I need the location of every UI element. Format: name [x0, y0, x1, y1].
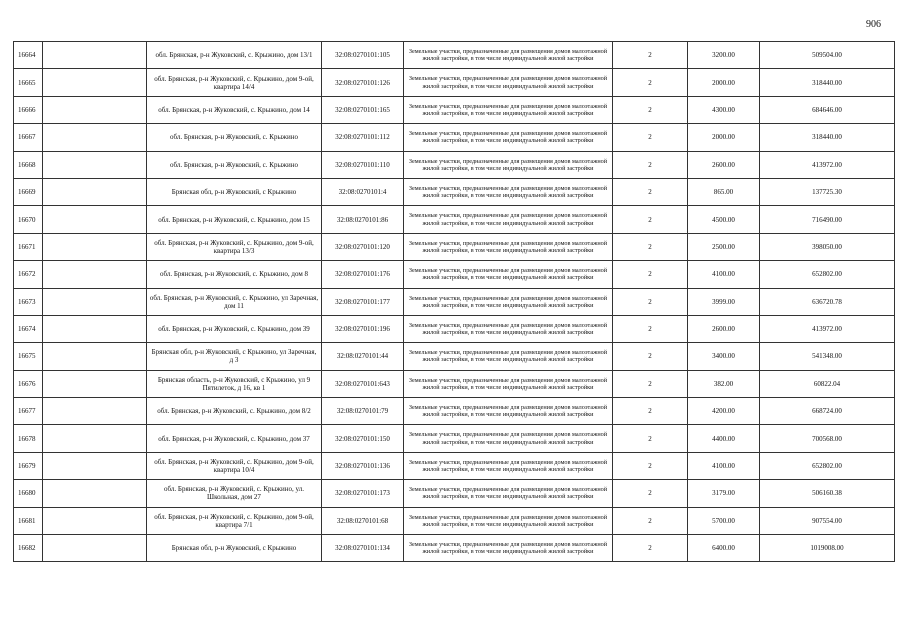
cell-cadastral-number: 32:08:0270101:136 [322, 452, 404, 479]
cell-empty [43, 425, 147, 452]
cell-cadastral-number: 32:08:0270101:105 [322, 42, 404, 69]
cell-cadastral-number: 32:08:0270101:165 [322, 96, 404, 123]
cell-record-number: 16681 [14, 507, 43, 534]
cell-record-number: 16677 [14, 398, 43, 425]
cell-land-use: Земельные участки, предназначенные для размещения домов малоэтажной жилой застройки, в том числе индивидуальной жилой застройки [404, 69, 613, 96]
table-row [14, 452, 895, 479]
cell-cadastral-number: 32:08:0270101:112 [322, 124, 404, 151]
cell-empty [43, 178, 147, 205]
cell-cadastral-number: 32:08:0270101:126 [322, 69, 404, 96]
cell-area: 4400.00 [688, 425, 760, 452]
cell-land-use: Земельные участки, предназначенные для размещения домов малоэтажной жилой застройки, в том числе индивидуальной жилой застройки [404, 315, 613, 342]
cell-land-use: Земельные участки, предназначенные для размещения домов малоэтажной жилой застройки, в том числе индивидуальной жилой застройки [404, 206, 613, 233]
cell-land-use: Земельные участки, предназначенные для размещения домов малоэтажной жилой застройки, в том числе индивидуальной жилой застройки [404, 343, 613, 370]
cell-group: 2 [613, 452, 688, 479]
cell-cadastral-number: 32:08:0270101:86 [322, 206, 404, 233]
cell-address: обл. Брянская, р-н Жуковский, с. Крыжино, дом 37 [147, 425, 322, 452]
cell-land-use: Земельные участки, предназначенные для размещения домов малоэтажной жилой застройки, в том числе индивидуальной жилой застройки [404, 96, 613, 123]
cell-empty [43, 480, 147, 507]
cell-address: обл. Брянская, р-н Жуковский, с. Крыжино [147, 151, 322, 178]
table-row [14, 96, 895, 123]
cell-empty [43, 96, 147, 123]
cell-record-number: 16676 [14, 370, 43, 397]
cell-address: Брянская область, р-н Жуковский, с Крыжино, ул 9 Пятилеток, д 16, кв 1 [147, 370, 322, 397]
table-row [14, 370, 895, 397]
cell-record-number: 16679 [14, 452, 43, 479]
cell-empty [43, 507, 147, 534]
cell-land-use: Земельные участки, предназначенные для размещения домов малоэтажной жилой застройки, в том числе индивидуальной жилой застройки [404, 398, 613, 425]
table-row [14, 315, 895, 342]
cell-address: обл. Брянская, р-н Жуковский, с. Крыжино, дом 9-ой, квартира 14/4 [147, 69, 322, 96]
cell-cadastral-value: 413972.00 [760, 315, 895, 342]
cell-cadastral-value: 318440.00 [760, 69, 895, 96]
cell-record-number: 16675 [14, 343, 43, 370]
cell-cadastral-value: 1019008.00 [760, 535, 895, 562]
cell-record-number: 16672 [14, 261, 43, 288]
cell-cadastral-number: 32:08:0270101:79 [322, 398, 404, 425]
cell-group: 2 [613, 151, 688, 178]
cell-group: 2 [613, 507, 688, 534]
cell-group: 2 [613, 206, 688, 233]
cell-record-number: 16666 [14, 96, 43, 123]
cell-area: 2000.00 [688, 69, 760, 96]
table-row [14, 233, 895, 260]
cell-cadastral-value: 541348.00 [760, 343, 895, 370]
cell-area: 382.00 [688, 370, 760, 397]
cell-record-number: 16669 [14, 178, 43, 205]
cell-land-use: Земельные участки, предназначенные для размещения домов малоэтажной жилой застройки, в том числе индивидуальной жилой застройки [404, 151, 613, 178]
cell-area: 4200.00 [688, 398, 760, 425]
cell-empty [43, 535, 147, 562]
cell-record-number: 16678 [14, 425, 43, 452]
cell-cadastral-value: 668724.00 [760, 398, 895, 425]
cell-area: 4100.00 [688, 261, 760, 288]
cell-empty [43, 151, 147, 178]
cell-area: 3179.00 [688, 480, 760, 507]
cell-cadastral-value: 318440.00 [760, 124, 895, 151]
cell-area: 4300.00 [688, 96, 760, 123]
cell-address: обл. Брянская, р-н Жуковский, с. Крыжино, дом 9-ой, квартира 10/4 [147, 452, 322, 479]
cell-group: 2 [613, 261, 688, 288]
cell-empty [43, 233, 147, 260]
cell-area: 3200.00 [688, 42, 760, 69]
cell-record-number: 16670 [14, 206, 43, 233]
cell-group: 2 [613, 480, 688, 507]
cell-address: обл. Брянская, р-н Жуковский, с. Крыжино, дом 13/1 [147, 42, 322, 69]
cell-area: 2000.00 [688, 124, 760, 151]
cell-empty [43, 452, 147, 479]
cell-cadastral-value: 636720.78 [760, 288, 895, 315]
cell-area: 4500.00 [688, 206, 760, 233]
cell-record-number: 16682 [14, 535, 43, 562]
cell-empty [43, 69, 147, 96]
cell-cadastral-number: 32:08:0270101:176 [322, 261, 404, 288]
cell-address: Брянская обл, р-н Жуковский, с Крыжино, ул Заречная, д 3 [147, 343, 322, 370]
cell-cadastral-value: 652802.00 [760, 261, 895, 288]
cell-cadastral-number: 32:08:0270101:177 [322, 288, 404, 315]
cell-cadastral-value: 700568.00 [760, 425, 895, 452]
cell-address: обл. Брянская, р-н Жуковский, с. Крыжино, дом 8 [147, 261, 322, 288]
table-row [14, 398, 895, 425]
cell-cadastral-number: 32:08:0270101:68 [322, 507, 404, 534]
table-row [14, 343, 895, 370]
table-row [14, 261, 895, 288]
table-row [14, 69, 895, 96]
cell-record-number: 16671 [14, 233, 43, 260]
cell-land-use: Земельные участки, предназначенные для размещения домов малоэтажной жилой застройки, в том числе индивидуальной жилой застройки [404, 480, 613, 507]
cell-area: 2600.00 [688, 151, 760, 178]
cell-land-use: Земельные участки, предназначенные для размещения домов малоэтажной жилой застройки, в том числе индивидуальной жилой застройки [404, 124, 613, 151]
cell-land-use: Земельные участки, предназначенные для размещения домов малоэтажной жилой застройки, в том числе индивидуальной жилой застройки [404, 288, 613, 315]
page-number: 906 [866, 19, 881, 30]
cell-area: 3999.00 [688, 288, 760, 315]
cell-cadastral-value: 506160.38 [760, 480, 895, 507]
cell-land-use: Земельные участки, предназначенные для размещения домов малоэтажной жилой застройки, в том числе индивидуальной жилой застройки [404, 178, 613, 205]
cell-record-number: 16668 [14, 151, 43, 178]
cell-group: 2 [613, 370, 688, 397]
table-row [14, 480, 895, 507]
table-row [14, 425, 895, 452]
cell-record-number: 16664 [14, 42, 43, 69]
cell-address: обл. Брянская, р-н Жуковский, с. Крыжино, дом 15 [147, 206, 322, 233]
cell-group: 2 [613, 69, 688, 96]
cell-group: 2 [613, 42, 688, 69]
cell-cadastral-value: 684646.00 [760, 96, 895, 123]
cell-cadastral-value: 60822.04 [760, 370, 895, 397]
cell-area: 5700.00 [688, 507, 760, 534]
cell-land-use: Земельные участки, предназначенные для размещения домов малоэтажной жилой застройки, в том числе индивидуальной жилой застройки [404, 370, 613, 397]
cell-land-use: Земельные участки, предназначенные для размещения домов малоэтажной жилой застройки, в том числе индивидуальной жилой застройки [404, 507, 613, 534]
cell-record-number: 16667 [14, 124, 43, 151]
cell-cadastral-number: 32:08:0270101:150 [322, 425, 404, 452]
cell-land-use: Земельные участки, предназначенные для размещения домов малоэтажной жилой застройки, в том числе индивидуальной жилой застройки [404, 452, 613, 479]
cell-empty [43, 261, 147, 288]
cell-cadastral-value: 398050.00 [760, 233, 895, 260]
cell-address: обл. Брянская, р-н Жуковский, с. Крыжино, дом 39 [147, 315, 322, 342]
cell-empty [43, 288, 147, 315]
cell-cadastral-number: 32:08:0270101:110 [322, 151, 404, 178]
cell-cadastral-number: 32:08:0270101:196 [322, 315, 404, 342]
cell-land-use: Земельные участки, предназначенные для размещения домов малоэтажной жилой застройки, в том числе индивидуальной жилой застройки [404, 261, 613, 288]
table-row [14, 288, 895, 315]
cell-address: обл. Брянская, р-н Жуковский, с. Крыжино, ул. Школьная, дом 27 [147, 480, 322, 507]
cell-address: Брянская обл, р-н Жуковский, с Крыжино [147, 535, 322, 562]
cell-group: 2 [613, 124, 688, 151]
table-row [14, 42, 895, 69]
cell-group: 2 [613, 535, 688, 562]
cell-group: 2 [613, 96, 688, 123]
cell-group: 2 [613, 288, 688, 315]
table-row [14, 124, 895, 151]
cell-record-number: 16674 [14, 315, 43, 342]
cell-group: 2 [613, 343, 688, 370]
cell-address: обл. Брянская, р-н Жуковский, с. Крыжино, дом 9-ой, квартира 7/1 [147, 507, 322, 534]
cell-address: обл. Брянская, р-н Жуковский, с. Крыжино, дом 9-ой, квартира 13/3 [147, 233, 322, 260]
cell-group: 2 [613, 315, 688, 342]
cell-cadastral-number: 32:08:0270101:4 [322, 178, 404, 205]
cell-group: 2 [613, 178, 688, 205]
cell-cadastral-value: 907554.00 [760, 507, 895, 534]
cell-land-use: Земельные участки, предназначенные для размещения домов малоэтажной жилой застройки, в том числе индивидуальной жилой застройки [404, 233, 613, 260]
cell-area: 2600.00 [688, 315, 760, 342]
cell-land-use: Земельные участки, предназначенные для размещения домов малоэтажной жилой застройки, в том числе индивидуальной жилой застройки [404, 425, 613, 452]
cell-empty [43, 206, 147, 233]
cell-group: 2 [613, 398, 688, 425]
table-body [14, 42, 895, 562]
table-row [14, 178, 895, 205]
cell-empty [43, 315, 147, 342]
cell-cadastral-number: 32:08:0270101:134 [322, 535, 404, 562]
cell-cadastral-value: 413972.00 [760, 151, 895, 178]
cell-land-use: Земельные участки, предназначенные для размещения домов малоэтажной жилой застройки, в том числе индивидуальной жилой застройки [404, 42, 613, 69]
table-row [14, 507, 895, 534]
cell-empty [43, 370, 147, 397]
cell-cadastral-number: 32:08:0270101:44 [322, 343, 404, 370]
cell-address: обл. Брянская, р-н Жуковский, с. Крыжино [147, 124, 322, 151]
table-row [14, 206, 895, 233]
cell-land-use: Земельные участки, предназначенные для размещения домов малоэтажной жилой застройки, в том числе индивидуальной жилой застройки [404, 535, 613, 562]
cell-record-number: 16665 [14, 69, 43, 96]
cell-group: 2 [613, 233, 688, 260]
cell-cadastral-number: 32:08:0270101:173 [322, 480, 404, 507]
cell-empty [43, 42, 147, 69]
cell-address: Брянская обл, р-н Жуковский, с Крыжино [147, 178, 322, 205]
cell-cadastral-number: 32:08:0270101:643 [322, 370, 404, 397]
cell-record-number: 16680 [14, 480, 43, 507]
cell-cadastral-value: 652802.00 [760, 452, 895, 479]
cell-area: 2500.00 [688, 233, 760, 260]
cell-cadastral-number: 32:08:0270101:120 [322, 233, 404, 260]
cell-address: обл. Брянская, р-н Жуковский, с. Крыжино, дом 8/2 [147, 398, 322, 425]
cell-cadastral-value: 509504.00 [760, 42, 895, 69]
cell-record-number: 16673 [14, 288, 43, 315]
cell-area: 6400.00 [688, 535, 760, 562]
cell-address: обл. Брянская, р-н Жуковский, с. Крыжино, дом 14 [147, 96, 322, 123]
cell-cadastral-value: 137725.30 [760, 178, 895, 205]
cell-group: 2 [613, 425, 688, 452]
table-row [14, 151, 895, 178]
table-row [14, 535, 895, 562]
cell-empty [43, 124, 147, 151]
cell-address: обл. Брянская, р-н Жуковский, с. Крыжино, ул Заречная, дом 11 [147, 288, 322, 315]
land-parcel-table [13, 41, 895, 562]
cell-area: 865.00 [688, 178, 760, 205]
cell-area: 4100.00 [688, 452, 760, 479]
cell-empty [43, 343, 147, 370]
cell-empty [43, 398, 147, 425]
cell-cadastral-value: 716490.00 [760, 206, 895, 233]
cell-area: 3400.00 [688, 343, 760, 370]
